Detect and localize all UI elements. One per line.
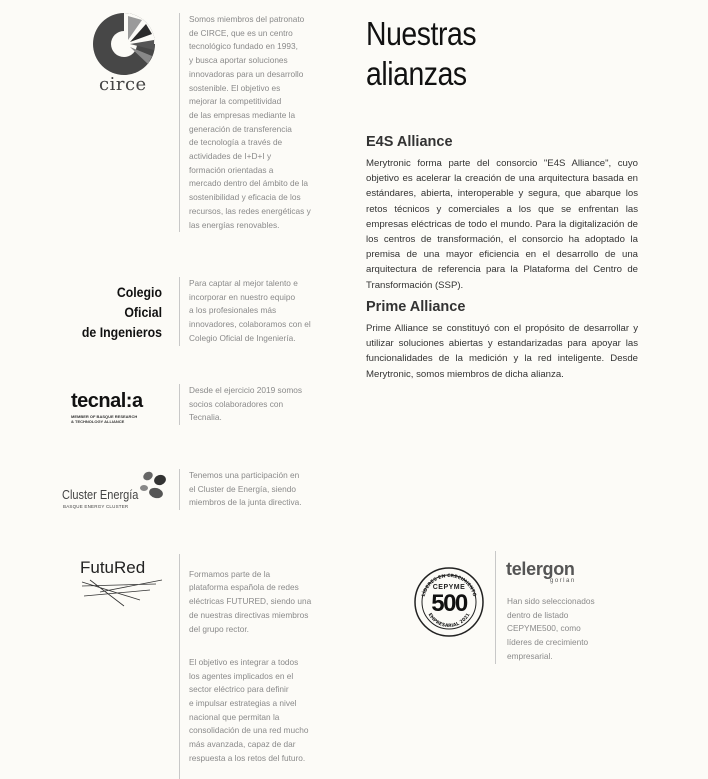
tecnalia-logo-subtitle: MEMBER OF BASQUE RESEARCH & TECHNOLOGY ALLIANCE xyxy=(71,414,138,424)
prime-heading: Prime Alliance xyxy=(366,299,466,315)
colegio-description: Para captar al mejor talento e incorporar en nuestro equipo a los profesionales más innovadores, colaboramos con el Colegio Oficial de Ingeniería. xyxy=(179,277,319,346)
futured-description-1: Formamos parte de la plataforma española de redes eléctricas FUTURED, siendo una de nuestras directivas miembros del grupo rector. xyxy=(189,568,312,634)
cluster-logo-text: Cluster Energía xyxy=(62,488,139,502)
tecnalia-description: Desde el ejercicio 2019 somos socios colaboradores con Tecnalia. xyxy=(179,384,319,425)
circe-logo-mark xyxy=(90,10,160,76)
tecnalia-logo-text: tecnal:a xyxy=(71,390,143,412)
prime-body: Prime Alliance se constituyó con el propósito de desarrollar y utilizar soluciones abiertas y estandarizadas para apoyar las funcionalidades de la medición y la red inteligente. Desde Merytronic, somos miembros de dicha alianza. xyxy=(366,323,638,380)
cluster-logo-subtitle: BASQUE ENERGY CLUSTER xyxy=(63,504,129,509)
telergon-logo-text: telergon xyxy=(506,559,575,579)
futured-description-2: El objetivo es integrar a todos los agentes implicados en el sector eléctrico para definir e impulsar estrategias a nivel nacional que permitan la consolidación de una red mucho más avanzada, capaz de dar respuesta a los retos del futuro. xyxy=(189,656,309,763)
cepyme-word: CEPYME xyxy=(432,584,466,591)
circe-logo-text: circe xyxy=(99,74,147,95)
cluster-logo xyxy=(62,468,176,514)
e4s-body: Merytronic forma parte del consorcio "E4S Alliance", cuyo objetivo es acelerar la creación de una arquitectura basada en estándares, abierta, interoperable y segura, que abarque los retos técnicos y comerciales a los que se enfrentan las empresas eléctricas de todo el mundo. Para la digitalización de los centros de transformación, el consorcio ha adoptado la premisa de una mayor eficiencia en el desarrollo de una arquitectura de referencia para la Plataforma del Centro de Transformación (SSP). xyxy=(366,158,638,291)
cepyme-description: Han sido seleccionados dentro de listado CEPYME500, como líderes de crecimiento empresarial. xyxy=(495,551,627,664)
telergon-logo-subtitle: gorlan xyxy=(550,578,576,584)
futured-logo-text: FutuRed xyxy=(80,558,146,577)
cepyme-number: 500 xyxy=(431,590,467,617)
futured-description xyxy=(179,554,319,779)
cluster-description: Tenemos una participación en el Cluster de Energía, siendo miembros de la junta directiva. xyxy=(179,469,319,510)
circe-logo xyxy=(90,10,160,96)
cepyme-bottom-text: EMPRESARIAL 2021 xyxy=(426,612,472,630)
cepyme500-badge xyxy=(413,566,485,638)
futured-logo xyxy=(80,558,164,610)
e4s-heading: E4S Alliance xyxy=(366,134,453,150)
cluster-logo-mark xyxy=(138,468,174,502)
page-title: Nuestras alianzas xyxy=(366,15,477,92)
colegio-logo: Colegio Oficial de Ingenieros xyxy=(81,284,162,340)
cepyme-top-text: LÍDERES EN CRECIMIENTO xyxy=(421,573,477,598)
circe-description: Somos miembros del patronato de CIRCE, que es un centro tecnológico fundado en 1993, y busca aportar soluciones innovadoras para un desarrollo sostenible. El objetivo es mejorar la competitividad de las empresas mediante la generación de transferencia de tecnología a través de actividades de I+D+I y formación orientadas a mercado dentro del ámbito de la sostenibilidad y eficacia de los recursos, las redes energéticas y las energías renovables. xyxy=(179,13,319,232)
tecnalia-logo xyxy=(71,390,171,424)
futured-lines-icon xyxy=(80,578,164,608)
